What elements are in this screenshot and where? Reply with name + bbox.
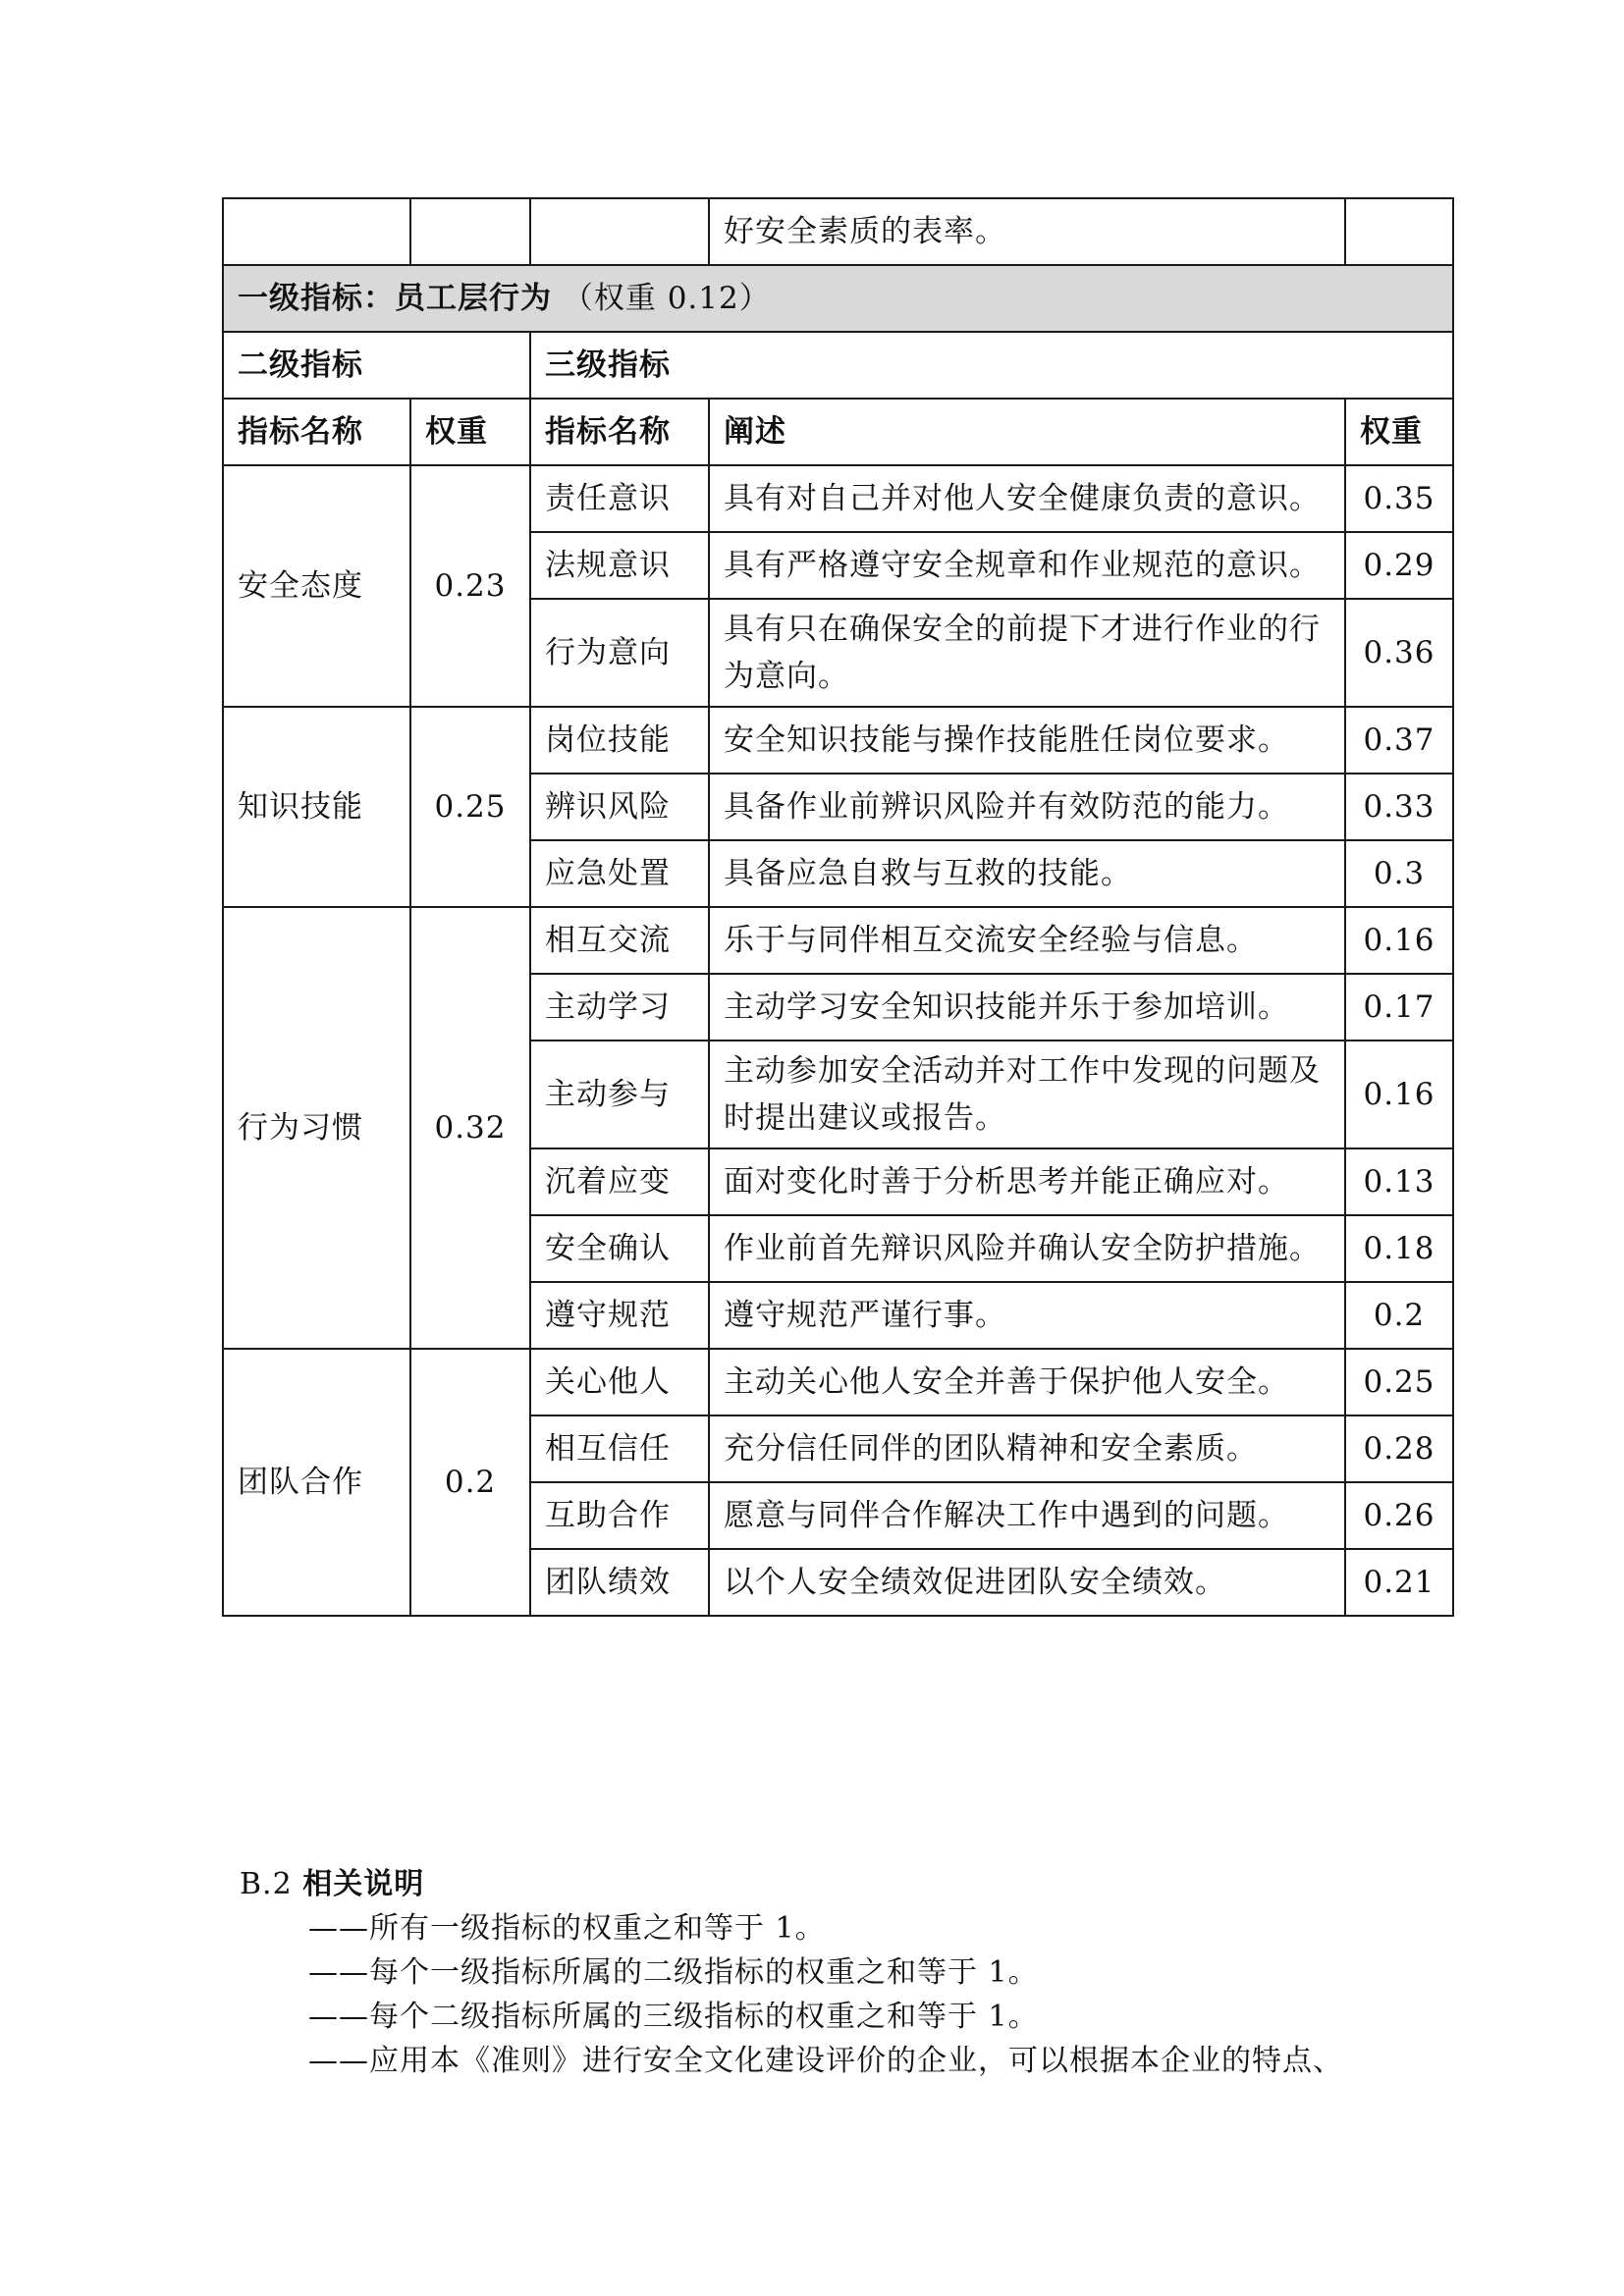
level-header-row xyxy=(223,332,1453,399)
note-item: ——每个二级指标所属的三级指标的权重之和等于 1。 xyxy=(308,2000,1039,2034)
level3-description: 主动关心他人安全并善于保护他人安全。 xyxy=(709,1349,1345,1415)
level3-weight: 0.36 xyxy=(1345,599,1453,707)
empty-cell xyxy=(530,198,709,265)
level3-description: 主动学习安全知识技能并乐于参加培训。 xyxy=(709,974,1345,1041)
level3-name: 沉着应变 xyxy=(530,1148,709,1215)
level3-weight: 0.3 xyxy=(1345,840,1453,907)
level3-weight: 0.28 xyxy=(1345,1415,1453,1482)
level3-description: 作业前首先辩识风险并确认安全防护措施。 xyxy=(709,1215,1345,1282)
level3-description: 具有严格遵守安全规章和作业规范的意识。 xyxy=(709,532,1345,599)
level3-name: 相互交流 xyxy=(530,907,709,974)
note-item: ——所有一级指标的权重之和等于 1。 xyxy=(308,1911,826,1946)
table-row xyxy=(223,907,1453,974)
level2-name: 行为习惯 xyxy=(223,907,410,1349)
notes-number: B.2 xyxy=(240,1867,293,1901)
col-header-desc: 阐述 xyxy=(709,399,1345,465)
notes-section xyxy=(240,1862,1343,2083)
section-header-row xyxy=(223,265,1453,332)
col-header-weight3: 权重 xyxy=(1345,399,1453,465)
level3-description: 主动参加安全活动并对工作中发现的问题及时提出建议或报告。 xyxy=(709,1041,1345,1148)
note-item: ——每个一级指标所属的二级指标的权重之和等于 1。 xyxy=(308,1955,1039,1990)
level3-name: 主动学习 xyxy=(530,974,709,1041)
level3-description: 充分信任同伴的团队精神和安全素质。 xyxy=(709,1415,1345,1482)
level3-description: 安全知识技能与操作技能胜任岗位要求。 xyxy=(709,707,1345,774)
level3-name: 互助合作 xyxy=(530,1482,709,1549)
level3-description: 具有只在确保安全的前提下才进行作业的行为意向。 xyxy=(709,599,1345,707)
level2-weight: 0.23 xyxy=(410,465,530,707)
level3-name: 安全确认 xyxy=(530,1215,709,1282)
notes-title: 相关说明 xyxy=(302,1867,425,1901)
level2-name: 安全态度 xyxy=(223,465,410,707)
level3-weight: 0.21 xyxy=(1345,1549,1453,1616)
empty-cell xyxy=(410,198,530,265)
level3-weight: 0.13 xyxy=(1345,1148,1453,1215)
col-header-name3: 指标名称 xyxy=(530,399,709,465)
indicator-table xyxy=(222,197,1454,1617)
empty-cell xyxy=(223,198,410,265)
level3-weight: 0.2 xyxy=(1345,1282,1453,1349)
level3-weight: 0.16 xyxy=(1345,1041,1453,1148)
level3-description: 遵守规范严谨行事。 xyxy=(709,1282,1345,1349)
level3-name: 责任意识 xyxy=(530,465,709,532)
level3-description: 面对变化时善于分析思考并能正确应对。 xyxy=(709,1148,1345,1215)
continuation-text: 好安全素质的表率。 xyxy=(709,198,1345,265)
col-header-weight: 权重 xyxy=(410,399,530,465)
level3-name: 团队绩效 xyxy=(530,1549,709,1616)
level2-weight: 0.32 xyxy=(410,907,530,1349)
continuation-row xyxy=(223,198,1453,265)
level3-name: 关心他人 xyxy=(530,1349,709,1415)
level3-description: 以个人安全绩效促进团队安全绩效。 xyxy=(709,1549,1345,1616)
level3-weight: 0.16 xyxy=(1345,907,1453,974)
level2-name: 团队合作 xyxy=(223,1349,410,1616)
table-row xyxy=(223,465,1453,532)
level3-description: 愿意与同伴合作解决工作中遇到的问题。 xyxy=(709,1482,1345,1549)
section-title: 一级指标：员工层行为 xyxy=(238,281,552,316)
level3-name: 应急处置 xyxy=(530,840,709,907)
level3-description: 具备应急自救与互救的技能。 xyxy=(709,840,1345,907)
level3-name: 相互信任 xyxy=(530,1415,709,1482)
col-header-name: 指标名称 xyxy=(223,399,410,465)
level2-header: 二级指标 xyxy=(223,332,530,399)
level2-weight: 0.25 xyxy=(410,707,530,907)
level3-name: 遵守规范 xyxy=(530,1282,709,1349)
level3-weight: 0.35 xyxy=(1345,465,1453,532)
level3-description: 具有对自己并对他人安全健康负责的意识。 xyxy=(709,465,1345,532)
level3-name: 行为意向 xyxy=(530,599,709,707)
column-header-row xyxy=(223,399,1453,465)
level3-name: 岗位技能 xyxy=(530,707,709,774)
notes-heading xyxy=(240,1862,1343,1906)
level3-weight: 0.17 xyxy=(1345,974,1453,1041)
level3-weight: 0.33 xyxy=(1345,774,1453,840)
level3-name: 辨识风险 xyxy=(530,774,709,840)
level3-description: 乐于与同伴相互交流安全经验与信息。 xyxy=(709,907,1345,974)
level3-weight: 0.29 xyxy=(1345,532,1453,599)
level3-weight: 0.26 xyxy=(1345,1482,1453,1549)
empty-cell xyxy=(1345,198,1453,265)
level3-weight: 0.25 xyxy=(1345,1349,1453,1415)
level2-weight: 0.2 xyxy=(410,1349,530,1616)
table-row xyxy=(223,1349,1453,1415)
level3-header: 三级指标 xyxy=(530,332,1453,399)
table-row xyxy=(223,707,1453,774)
groups-body xyxy=(223,465,1453,1616)
note-item: ——应用本《准则》进行安全文化建设评价的企业，可以根据本企业的特点、 xyxy=(308,2044,1343,2078)
section-header xyxy=(223,265,1453,332)
level3-weight: 0.37 xyxy=(1345,707,1453,774)
level2-name: 知识技能 xyxy=(223,707,410,907)
section-weight: （权重 0.12） xyxy=(562,281,771,316)
level3-weight: 0.18 xyxy=(1345,1215,1453,1282)
level3-name: 法规意识 xyxy=(530,532,709,599)
level3-name: 主动参与 xyxy=(530,1041,709,1148)
level3-description: 具备作业前辨识风险并有效防范的能力。 xyxy=(709,774,1345,840)
